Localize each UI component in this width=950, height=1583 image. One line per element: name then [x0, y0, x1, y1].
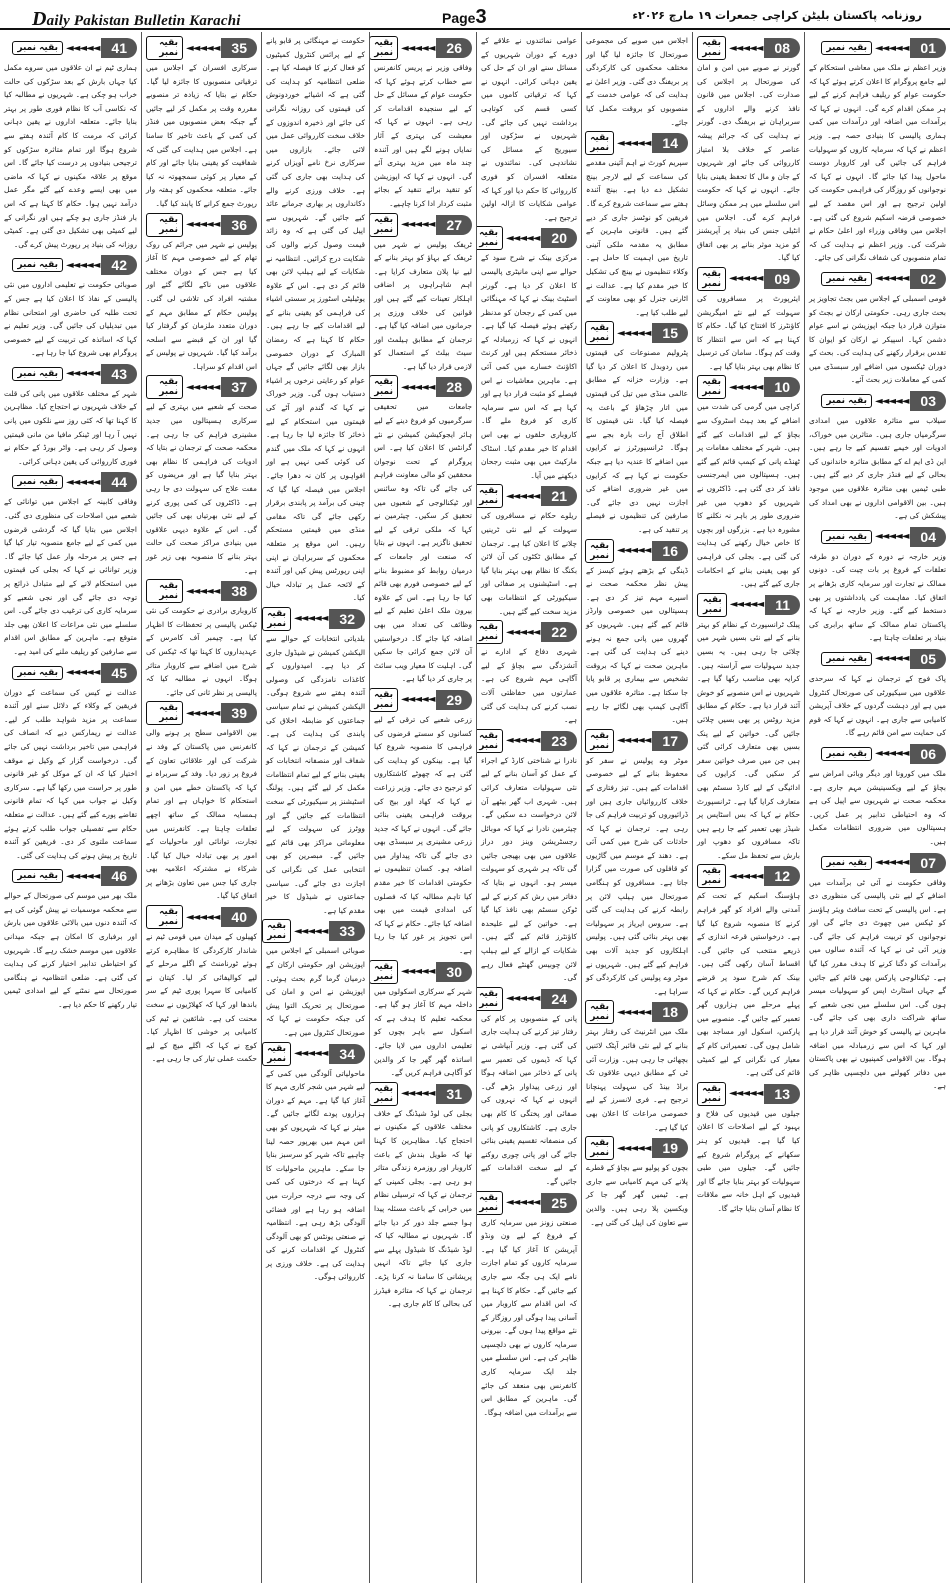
article-text: سیلاب سے متاثرہ علاقوں میں امدادی سرگرمیاں جاری ہیں۔ متاثرین میں خوراک، ادویات اور خیمے تقسیم کیے جا رہے ہیں۔ این ڈی ایم اے کے مطابق متاثرہ خاندانوں کی بحالی کے لیے فنڈز جاری کر دیے گئے ہیں۔ طبی ٹیمیں بھی متاثرہ علاقوں میں موجود ہیں۔ بین الاقوامی اداروں نے بھی امداد کی پیشکش کی ہے۔: [809, 416, 946, 521]
continuation-number: 46: [101, 866, 137, 886]
continuation-number: 26: [436, 38, 472, 58]
paper-initial: D: [32, 8, 47, 30]
continuation-number: 31: [436, 1084, 472, 1104]
arrow-icon: ◄◄◄◄◄: [874, 395, 909, 407]
arrow-icon: ◄◄◄◄◄: [505, 626, 540, 638]
continuation-marker: [809, 852, 946, 874]
continuation-tag: بقیہ نمبر: [262, 1042, 291, 1066]
continuation-number: 15: [652, 323, 688, 343]
arrow-icon: ◄◄◄◄◄: [65, 667, 100, 679]
arrow-icon: ◄◄◄◄◄: [874, 748, 909, 760]
article-text: ملک میں کورونا اور دیگر وبائی امراض سے بچاؤ کے لیے ویکسینیشن مہم جاری ہے۔ محکمہ صحت نے شہریوں سے اپیل کی ہے کہ وہ احتیاطی تدابیر پر عمل کریں۔ ہسپتالوں میں ضروری انتظامات مکمل ہیں۔: [809, 768, 946, 846]
page-number-digit: 3: [475, 6, 487, 28]
continuation-tag: بقیہ نمبر: [370, 375, 398, 399]
article-text: ٹریفک پولیس نے شہر میں ٹریفک کے بہاؤ کو بہتر بنانے کے لیے نیا پلان متعارف کرایا ہے۔ اہم شاہراہوں پر اضافی اہلکار تعینات کیے گئے ہیں اور قوانین کی خلاف ورزی پر جرمانوں میں اضافہ کیا گیا ہے۔ ترجمان کے مطابق ہیلمٹ اور سیٹ بیلٹ کے استعمال کو لازمی قرار دیا گیا ہے۔: [374, 239, 472, 371]
article-text: عدالت نے کیس کی سماعت کے دوران فریقین کے وکلاء کے دلائل سنے اور آئندہ سماعت پر مزید شواہد طلب کر لیے۔ عدالت نے ریمارکس دیے کہ انصاف کی فراہمی میں تاخیر برداشت نہیں کی جائے گی۔ درخواست گزار کے وکیل نے موقف اختیار کیا کہ ان کے موکل کو غیر قانونی طور پر حراست میں رکھا گیا ہے۔ سرکاری وکیل نے جواب میں کہا کہ تمام قانونی تقاضے پورے کیے گئے ہیں۔ عدالت نے متعلقہ حکام سے تفصیلی جواب طلب کرتے ہوئے سماعت ملتوی کر دی۔ فریقین کو آئندہ تاریخ پر پیش ہونے کی ہدایت کی گئی۔: [4, 687, 137, 860]
continuation-marker: [809, 37, 946, 59]
continuation-number: 03: [910, 391, 946, 411]
arrow-icon: ◄◄◄◄◄: [185, 707, 220, 719]
continuation-tag: بقیہ نمبر: [12, 475, 63, 489]
article-text: صحت کے شعبے میں بہتری کے لیے سرکاری ہسپتالوں میں جدید مشینری فراہم کی جا رہی ہے۔ محکمہ صحت کے ترجمان نے بتایا کہ ادویات کی فراہمی کا نظام بھی بہتر بنایا گیا ہے اور مریضوں کو مفت علاج کی سہولت دی جا رہی ہے۔ ڈاکٹروں کی کمی پوری کرنے کے لیے نئی بھرتیاں بھی کی جائیں گی۔ اس کے علاوہ دیہی علاقوں میں بنیادی مراکز صحت کی حالت بہتر بنانے کا منصوبہ بھی زیر غور ہے۔: [146, 402, 257, 575]
article-text: پٹرولیم مصنوعات کی قیمتوں میں ردوبدل کا اعلان کر دیا گیا ہے۔ وزارت خزانہ کے مطابق عالمی منڈی میں تیل کی قیمتوں میں اتار چڑھاؤ کے باعث یہ فیصلہ کیا گیا۔ نئی قیمتوں کا اطلاق آج رات بارہ بجے سے ہوگا۔ ٹرانسپورٹرز نے کرایوں میں اضافے کا عندیہ دیا ہے جبکہ حکومت نے کہا ہے کہ کرایوں میں غیر ضروری اضافے کی اجازت نہیں دی جائے گی۔ صارفین کی تنظیموں نے فیصلے پر تنقید کی ہے۔: [586, 348, 688, 534]
arrow-icon: ◄◄◄◄◄: [185, 42, 220, 54]
continuation-marker: [586, 1001, 688, 1023]
continuation-tag: بقیہ نمبر: [370, 1082, 398, 1106]
arrow-icon: ◄◄◄◄◄: [293, 1048, 328, 1060]
continuation-number: 21: [541, 486, 577, 506]
arrow-icon: ◄◄◄◄◄: [65, 42, 100, 54]
arrow-icon: ◄◄◄◄◄: [400, 966, 435, 978]
continuation-marker: [586, 730, 688, 752]
continuation-tag: بقیہ نمبر: [697, 593, 727, 617]
paper-name: [32, 8, 241, 31]
continuation-tag: بقیہ نمبر: [585, 1136, 614, 1160]
continuation-marker: [374, 961, 472, 983]
continuation-tag: بقیہ نمبر: [12, 869, 63, 883]
continuation-marker: [481, 988, 577, 1010]
continuation-tag: بقیہ نمبر: [821, 272, 872, 286]
continuation-number: 05: [910, 649, 946, 669]
continuation-tag: بقیہ نمبر: [697, 375, 726, 399]
article-text: جیلوں میں قیدیوں کی فلاح و بہبود کے لیے اصلاحات کا اعلان کیا گیا ہے۔ قیدیوں کو ہنر سکھانے کے پروگرام شروع کیے جائیں گے۔ جیلوں میں طبی سہولیات کو بہتر بنایا جائے گا اور قیدیوں کے اہل خانہ سے ملاقات کا نظام آسان بنایا جائے گا۔: [697, 1108, 800, 1213]
continuation-number: 02: [910, 269, 946, 289]
arrow-icon: ◄◄◄◄◄: [616, 1006, 651, 1018]
continuation-marker: [697, 268, 800, 290]
article-text: بین الاقوامی سطح پر ہونے والی کانفرنس میں پاکستان کے وفد نے شرکت کی اور علاقائی تعاون کے فروغ پر زور دیا۔ وفد کے سربراہ نے کہا کہ پاکستان خطے میں امن و استحکام کا خواہاں ہے اور تمام ہمسایہ ممالک کے ساتھ اچھے تعلقات چاہتا ہے۔ کانفرنس میں تجارت، توانائی اور ماحولیات کے امور پر بھی تبادلہ خیال کیا گیا۔ شرکاء نے مشترکہ اعلامیہ بھی جاری کیا جس میں تعاون بڑھانے پر اتفاق کیا گیا۔: [146, 728, 257, 901]
continuation-tag: بقیہ نمبر: [477, 729, 503, 753]
continuation-marker: [809, 526, 946, 548]
continuation-marker: [697, 594, 800, 616]
continuation-number: 30: [436, 962, 472, 982]
continuation-marker: [809, 648, 946, 670]
continuation-marker: [266, 1043, 365, 1065]
continuation-tag: بقیہ نمبر: [146, 579, 183, 603]
arrow-icon: ◄◄◄◄◄: [728, 1088, 763, 1100]
continuation-number: 43: [101, 364, 137, 384]
arrow-icon: ◄◄◄◄◄: [505, 232, 540, 244]
continuation-number: 45: [101, 663, 137, 683]
continuation-tag: بقیہ نمبر: [697, 864, 726, 888]
article-text: نادرا نے شناختی کارڈ کے اجراء کے عمل کو آسان بنانے کے لیے نئی سہولیات متعارف کرائی ہیں۔ شہری اب گھر بیٹھے آن لائن درخواست دے سکیں گے۔ چیئرمین نادرا نے کہا کہ موبائل رجسٹریشن وینز دور دراز علاقوں میں بھی بھیجی جائیں گی تاکہ ہر شہری کو سہولت میسر ہو۔ انہوں نے بتایا کہ دفاتر میں رش کم کرنے کے لیے ٹوکن سسٹم بھی نافذ کیا گیا ہے۔ خواتین کے لیے علیحدہ کاؤنٹرز قائم کیے گئے ہیں۔ شکایات کے ازالے کے لیے ہیلپ لائن چوبیس گھنٹے فعال رہے گی۔: [481, 755, 577, 983]
continuation-number: 32: [329, 609, 365, 629]
arrow-icon: ◄◄◄◄◄: [728, 381, 763, 393]
continuation-number: 12: [764, 866, 800, 886]
continuation-tag: بقیہ نمبر: [262, 607, 291, 631]
continuation-number: 24: [541, 989, 577, 1009]
continuation-tag: بقیہ نمبر: [12, 666, 63, 680]
continuation-tag: بقیہ نمبر: [697, 36, 726, 60]
arrow-icon: ◄◄◄◄◄: [729, 599, 764, 611]
continuation-number: 44: [101, 472, 137, 492]
continuation-number: 16: [652, 541, 688, 561]
continuation-marker: [146, 906, 257, 928]
article-text: ایئرپورٹ پر مسافروں کی سہولت کے لیے نئے امیگریشن کاؤنٹرز کا افتتاح کیا گیا۔ حکام کا کہنا ہے کہ اس سے انتظار کا وقت کم ہوگا۔ سامان کی ترسیل کا نظام بھی بہتر بنایا گیا ہے۔: [697, 293, 800, 371]
continuation-marker: [4, 363, 137, 385]
continuation-marker: [481, 730, 577, 752]
article-text: شہر کے سرکاری اسکولوں میں داخلہ مہم کا آغاز ہو گیا ہے۔ محکمہ تعلیم کا ہدف ہے کہ اسکول سے باہر بچوں کو تعلیمی اداروں میں لایا جائے۔ اساتذہ گھر گھر جا کر والدین کو آگاہی فراہم کریں گے۔: [374, 986, 472, 1078]
arrow-icon: ◄◄◄◄◄: [616, 327, 651, 339]
continuation-marker: [374, 1083, 472, 1105]
arrow-icon: ◄◄◄◄◄: [728, 42, 763, 54]
page-word: Page: [442, 10, 476, 26]
continuation-marker: [146, 214, 257, 236]
article-text: وفاقی حکومت نے آئی ٹی برآمدات میں اضافے کے لیے نئی پالیسی کی منظوری دی ہے۔ اس پالیسی کے تحت سافٹ ویئر ہاؤسز کو ٹیکس میں چھوٹ دی جائے گی اور نوجوانوں کو تربیت فراہم کی جائے گی۔ وزیر آئی ٹی نے کہا کہ آئندہ سالوں میں برآمدات کو دگنا کرنے کا ہدف مقرر کیا گیا ہے۔ ٹیکنالوجی پارکس بھی قائم کیے جائیں گے جہاں اسٹارٹ اپس کو سہولیات میسر ہوں گی۔ اس سلسلے میں نجی شعبے کے ساتھ شراکت داری بھی کی جائے گی۔ ماہرین نے پالیسی کو خوش آئند قرار دیا ہے اور کہا کہ اس سے زرمبادلہ میں اضافہ ہوگا۔ بین الاقوامی کمپنیوں نے بھی پاکستان میں دفاتر کھولنے میں دلچسپی ظاہر کی ہے۔: [809, 877, 946, 1091]
article-text: عوامی نمائندوں نے علاقے کے دورے کے دوران شہریوں کے مسائل سنے اور ان کے حل کی یقین دہانی کرائی۔ انہوں نے کہا کہ ترقیاتی کاموں میں کسی قسم کی کوتاہی برداشت نہیں کی جائے گی۔ شہریوں نے سڑکوں اور سیوریج کے مسائل کی نشاندہی کی۔ نمائندوں نے متعلقہ افسران کو فوری کارروائی کا حکم دیا اور کہا کہ عوامی شکایات کا ازالہ اولین ترجیح ہے۔: [481, 36, 577, 222]
continuation-tag: بقیہ نمبر: [585, 321, 614, 345]
news-column-3: [262, 32, 370, 1583]
continuation-tag: بقیہ نمبر: [477, 1191, 503, 1215]
continuation-tag: بقیہ نمبر: [146, 905, 183, 929]
continuation-number: 25: [541, 1193, 577, 1213]
continuation-number: 01: [910, 38, 946, 58]
continuation-number: 27: [436, 215, 472, 235]
continuation-marker: [809, 743, 946, 765]
arrow-icon: ◄◄◄◄◄: [65, 259, 100, 271]
arrow-icon: ◄◄◄◄◄: [400, 219, 435, 231]
continuation-number: 19: [652, 1138, 688, 1158]
article-text: مرکزی بینک نے شرح سود کے حوالے سے اپنی مانیٹری پالیسی کا اعلان کر دیا ہے۔ گورنر اسٹیٹ بینک نے کہا کہ مہنگائی میں کمی کے رجحان کو مدنظر رکھتے ہوئے فیصلہ کیا گیا ہے۔ انہوں نے کہا کہ زرمبادلہ کے ذخائر مستحکم ہیں اور کرنٹ اکاؤنٹ خسارے میں کمی آئی ہے۔ ماہرین معاشیات نے اس فیصلے کو مثبت قرار دیا ہے اور کہا ہے کہ اس سے سرمایہ کاری کو فروغ ملے گا۔ کاروباری حلقوں نے بھی اس اقدام کا خیر مقدم کیا۔ اسٹاک مارکیٹ میں بھی مثبت رجحان دیکھنے میں آیا۔: [481, 253, 577, 480]
continuation-tag: بقیہ نمبر: [12, 258, 63, 272]
continuation-number: 39: [221, 703, 257, 723]
article-text: کھیلوں کے میدان میں قومی ٹیم نے شاندار کارکردگی کا مظاہرہ کرتے ہوئے ٹورنامنٹ کے اگلے مرحلے کے لیے کوالیفائی کر لیا۔ کپتان نے کامیابی کا سہرا پوری ٹیم کے سر باندھا اور کہا کہ کھلاڑیوں نے سخت محنت کی ہے۔ شائقین نے ٹیم کی کامیابی پر خوشی کا اظہار کیا۔ کوچ نے کہا کہ اگلے میچ کے لیے حکمت عملی تیار کی جا رہی ہے۔: [146, 932, 257, 1064]
continuation-marker: [374, 214, 472, 236]
arrow-icon: ◄◄◄◄◄: [293, 925, 328, 937]
continuation-marker: [481, 1192, 577, 1214]
continuation-marker: [374, 37, 472, 59]
continuation-number: 29: [436, 690, 472, 710]
continuation-number: 22: [541, 622, 577, 642]
continuation-tag: بقیہ نمبر: [12, 367, 63, 381]
article-text: ہاؤسنگ اسکیم کے تحت کم آمدنی والے افراد کو گھر فراہم کرنے کا منصوبہ شروع کیا گیا ہے۔ درخواستیں قرعہ اندازی کے ذریعے منتخب کی جائیں گی۔ اقساط آسان رکھی گئی ہیں۔ بینک کم شرح سود پر قرضے فراہم کریں گے۔ حکام نے کہا کہ پہلے مرحلے میں ہزاروں گھر تعمیر کیے جائیں گے۔ منصوبے میں پارکس، اسکول اور مساجد بھی شامل ہوں گی۔ تعمیراتی کام کے معیار کی نگرانی کے لیے کمیٹی قائم کی گئی ہے۔: [697, 891, 800, 1078]
article-text: سپریم کورٹ نے اہم آئینی مقدمے کی سماعت کے لیے لارجر بینچ تشکیل دے دیا ہے۔ بینچ آئندہ ہفتے سے سماعت شروع کرے گا۔ فریقین کو نوٹسز جاری کر دیے گئے ہیں۔ قانونی ماہرین کے مطابق یہ مقدمہ ملکی آئینی تاریخ میں اہمیت کا حامل ہے۔ وکلاء تنظیموں نے بینچ کی تشکیل کا خیر مقدم کیا ہے۔ عدالت نے اٹارنی جنرل کو بھی معاونت کے لیے طلب کیا ہے۔: [586, 158, 688, 317]
arrow-icon: ◄◄◄◄◄: [616, 137, 651, 149]
page-number: [442, 6, 487, 29]
arrow-icon: ◄◄◄◄◄: [874, 531, 909, 543]
continuation-marker: [697, 1083, 800, 1105]
continuation-tag: بقیہ نمبر: [821, 394, 872, 408]
news-column-2: [142, 32, 262, 1583]
continuation-marker: [481, 621, 577, 643]
arrow-icon: ◄◄◄◄◄: [874, 857, 909, 868]
continuation-marker: [586, 322, 688, 344]
news-column-7: [693, 32, 805, 1583]
article-text: وفاقی کابینہ کے اجلاس میں توانائی کے شعبے میں اصلاحات کی منظوری دی گئی۔ اجلاس میں بتایا گیا کہ گردشی قرضوں میں کمی کے لیے جامع منصوبہ تیار کیا گیا ہے جس پر مرحلہ وار عمل کیا جائے گا۔ وزیر توانائی نے کہا کہ بجلی کی قیمتوں میں استحکام لانے کے لیے متبادل ذرائع پر توجہ دی جائے گی اور نجی شعبے کو سرمایہ کاری کی ترغیب دی جائے گی۔ اس سلسلے میں نئی مراعات کا اعلان بھی جلد متوقع ہے۔ ماہرین کے مطابق اس اقدام سے صارفین کو ریلیف ملنے کی امید ہے۔: [4, 497, 137, 656]
news-column-5: [477, 32, 582, 1583]
article-text: پبلک ٹرانسپورٹ کے نظام کو بہتر بنانے کے لیے نئی بسیں شہر میں چلائی جا رہی ہیں۔ یہ بسیں جدید سہولیات سے آراستہ ہیں۔ کرایہ بھی مناسب رکھا گیا ہے۔ شہریوں نے اس منصوبے کو خوش آئند قرار دیا ہے۔ حکام کے مطابق مزید روٹس پر بھی بسیں چلائی جائیں گی۔ خواتین کے لیے پنک بسیں بھی متعارف کرائی گئی ہیں جن میں صرف خواتین سفر کر سکیں گی۔ کرایوں کی ادائیگی کے لیے کارڈ سسٹم بھی متعارف کرایا گیا ہے۔ ٹرانسپورٹ حکام نے کہا کہ بس اسٹاپس پر شیڈز بھی تعمیر کیے جا رہے ہیں تاکہ مسافروں کو دھوپ اور بارش سے تحفظ مل سکے۔: [697, 619, 800, 860]
arrow-icon: ◄◄◄◄◄: [65, 476, 100, 488]
continuation-tag: بقیہ نمبر: [585, 1000, 614, 1024]
continuation-tag: بقیہ نمبر: [821, 747, 872, 761]
arrow-icon: ◄◄◄◄◄: [505, 993, 540, 1005]
article-text: ماحولیاتی آلودگی میں کمی کے لیے شہر میں شجر کاری مہم کا آغاز کیا گیا ہے۔ مہم کے دوران ہزاروں پودے لگائے جائیں گے۔ میئر نے کہا کہ شہریوں کو بھی اس مہم میں بھرپور حصہ لینا چاہیے تاکہ شہر کو سرسبز بنایا جا سکے۔ ماہرین ماحولیات کا کہنا ہے کہ درختوں کی کمی کی وجہ سے درجہ حرارت میں اضافہ ہو رہا ہے اور فضائی آلودگی بڑھ رہی ہے۔ انتظامیہ نے صنعتی یونٹس کو بھی آلودگی کنٹرول کے اقدامات کرنے کی ہدایت کی ہے۔ خلاف ورزی پر کارروائی ہوگی۔: [266, 1068, 365, 1282]
continuation-marker: [4, 865, 137, 887]
arrow-icon: ◄◄◄◄◄: [400, 1088, 435, 1100]
continuation-tag: بقیہ نمبر: [821, 41, 872, 55]
arrow-icon: ◄◄◄◄◄: [400, 694, 435, 706]
continuation-marker: [809, 390, 946, 412]
article-text: ملک بھر میں موسم کی صورتحال کے حوالے سے محکمہ موسمیات نے پیش گوئی کی ہے کہ آئندہ دنوں میں بالائی علاقوں میں بارش اور برفباری کا امکان ہے جبکہ میدانی علاقوں میں موسم خشک رہے گا۔ شہریوں کو احتیاطی تدابیر اختیار کرنے کی ہدایت کی گئی ہے۔ ضلعی انتظامیہ نے ہنگامی صورتحال سے نمٹنے کے لیے امدادی ٹیمیں تیار رکھنے کا حکم دیا ہے۔: [4, 891, 137, 1010]
continuation-marker: [697, 865, 800, 887]
continuation-marker: [146, 702, 257, 724]
continuation-tag: بقیہ نمبر: [697, 267, 726, 291]
arrow-icon: ◄◄◄◄◄: [400, 381, 435, 393]
continuation-marker: [146, 37, 257, 59]
article-text: بچوں کو پولیو سے بچاؤ کے قطرے پلانے کی مہم کامیابی سے جاری ہے۔ ٹیمیں گھر گھر جا کر ویکسین پلا رہی ہیں۔ والدین سے تعاون کی اپیل کی گئی ہے۔: [586, 1163, 688, 1227]
continuation-tag: بقیہ نمبر: [477, 987, 503, 1011]
news-column-1: [0, 32, 142, 1583]
continuation-tag: بقیہ نمبر: [370, 688, 398, 712]
continuation-number: 36: [221, 215, 257, 235]
continuation-marker: [481, 227, 577, 249]
continuation-number: 38: [221, 581, 257, 601]
continuation-number: 10: [764, 377, 800, 397]
continuation-tag: بقیہ نمبر: [821, 856, 872, 870]
continuation-marker: [146, 580, 257, 602]
article-text: حکومت نے مہنگائی پر قابو پانے کے لیے پرائس کنٹرول کمیٹیوں کو فعال کرنے کا فیصلہ کیا ہے۔ ضلعی انتظامیہ کو ہدایت کی گئی ہے کہ اشیائے خوردونوش کی قیمتوں کی روزانہ نگرانی کی جائے اور ذخیرہ اندوزوں کے خلاف سخت کارروائی عمل میں لائی جائے۔ بازاروں میں سرکاری نرخ نامے آویزاں کرنے کی ہدایت بھی جاری کی گئی ہے۔ خلاف ورزی کرنے والے دکانداروں پر بھاری جرمانے عائد کیے جائیں گے۔ شہریوں سے اپیل کی گئی ہے کہ وہ زائد قیمت وصول کرنے والوں کی شکایت درج کرائیں۔ انتظامیہ نے شکایات کے لیے ہیلپ لائن بھی قائم کر دی ہے۔ اس کے علاوہ یوٹیلیٹی اسٹورز پر سستی اشیاء کی فراہمی کو یقینی بنانے کے لیے اقدامات کیے جا رہے ہیں۔ حکام کا کہنا ہے کہ رمضان المبارک کے دوران خصوصی بازار بھی لگائے جائیں گے جہاں عوام کو رعایتی نرخوں پر اشیاء دستیاب ہوں گی۔ وزیر خوراک نے کہا کہ گندم اور آٹے کی قیمتوں میں استحکام کے لیے ذخائر کا جائزہ لیا جا رہا ہے۔ انہوں نے کہا کہ ملک میں گندم کی کوئی کمی نہیں ہے اور افواہوں پر کان نہ دھرا جائے۔ اجلاس میں فیصلہ کیا گیا کہ چینی کی برآمد پر پابندی برقرار رکھی جائے گی تاکہ مقامی منڈی میں قیمتیں مستحکم رہیں۔ اس موقع پر متعلقہ محکموں کے سربراہان نے اپنی اپنی رپورٹس پیش کیں اور آئندہ کے لائحہ عمل پر تبادلہ خیال کیا۔: [266, 36, 365, 603]
article-text: پولیس نے شہر میں جرائم کی روک تھام کے لیے خصوصی مہم کا آغاز کیا ہے جس کے دوران مختلف علاقوں میں ناکے لگائے گئے اور مشتبہ افراد کی تلاشی لی گئی۔ پولیس حکام کے مطابق مہم کے دوران متعدد ملزمان کو گرفتار کیا گیا اور ان کے قبضے سے اسلحہ برآمد کیا گیا۔ شہریوں نے پولیس کے اس اقدام کو سراہا۔: [146, 239, 257, 371]
article-text: ہماری ٹیم نے ان علاقوں میں سروے مکمل کیا جہاں بارش کے بعد سڑکوں کی حالت خراب ہو چکی ہے۔ شہریوں نے مطالبہ کیا کہ نکاسی آب کا نظام فوری طور پر بہتر بنایا جائے۔ متعلقہ اداروں نے یقین دہانی کرائی کہ مرمت کا کام آئندہ ہفتے سے شروع ہوگا اور تمام متاثرہ سڑکوں کو ترجیحی بنیادوں پر درست کیا جائے گا۔ اس موقع پر علاقہ مکینوں نے کہا کہ ماضی میں بھی ایسے وعدے کیے گئے مگر عمل درآمد نہیں ہوا۔ حکام کا کہنا ہے کہ اس بار فنڈز جاری ہو چکے ہیں اور نگرانی کے لیے کمیٹی بھی تشکیل دی گئی ہے۔ کمیٹی روزانہ کی بنیاد پر رپورٹ پیش کرے گی۔: [4, 63, 137, 249]
article-text: اجلاس میں صوبے کی مجموعی صورتحال کا جائزہ لیا گیا اور مختلف محکموں کی کارکردگی پر بریفنگ دی گئی۔ وزیر اعلیٰ نے ہدایت کی کہ عوامی خدمت کے منصوبوں کو بروقت مکمل کیا جائے۔: [586, 36, 688, 127]
continuation-number: 37: [221, 377, 257, 397]
article-text: بجلی کی لوڈ شیڈنگ کے خلاف مختلف علاقوں کے مکینوں نے احتجاج کیا۔ مظاہرین کا کہنا تھا کہ طویل بندش کے باعث کاروبار اور روزمرہ زندگی متاثر ہو رہی ہے۔ بجلی کمپنی کے ترجمان نے کہا کہ ترسیلی نظام میں خرابی کے باعث مسئلہ پیدا ہوا جسے جلد دور کر دیا جائے گا۔ شہریوں نے مطالبہ کیا کہ لوڈ شیڈنگ کا شیڈول پہلے سے جاری کیا جائے تاکہ انہیں پریشانی کا سامنا نہ کرنا پڑے۔ ترجمان نے کہا کہ متاثرہ فیڈرز کی بحالی کا کام جاری ہے۔: [374, 1108, 472, 1309]
continuation-marker: [4, 37, 137, 59]
article-text: شہر کے مختلف علاقوں میں پانی کی قلت کے خلاف شہریوں نے احتجاج کیا۔ مظاہرین کا کہنا تھا کہ کئی روز سے نلکوں میں پانی نہیں آ رہا اور ٹینکر مافیا من مانی قیمتیں وصول کر رہی ہے۔ واٹر بورڈ کے حکام نے فوری کارروائی کی یقین دہانی کرائی۔: [4, 388, 137, 466]
continuation-marker: [266, 608, 365, 630]
paper-name-rest: aily Pakistan Bulletin Karachi: [46, 13, 241, 29]
continuation-marker: [374, 689, 472, 711]
news-column-8: [805, 32, 950, 1583]
continuation-marker: [481, 485, 577, 507]
continuation-marker: [586, 540, 688, 562]
arrow-icon: ◄◄◄◄◄: [616, 545, 651, 557]
article-text: بلدیاتی انتخابات کے حوالے سے الیکشن کمیشن نے شیڈول جاری کر دیا ہے۔ امیدواروں کے کاغذات نامزدگی کی وصولی آئندہ ہفتے سے شروع ہوگی۔ الیکشن کمیشن نے تمام سیاسی جماعتوں کو ضابطہ اخلاق کی پابندی کی ہدایت کی ہے۔ کمیشن کے ترجمان نے کہا کہ شفاف اور منصفانہ انتخابات کو یقینی بنانے کے لیے تمام انتظامات مکمل کر لیے گئے ہیں۔ پولنگ اسٹیشنز پر سیکیورٹی کے سخت انتظامات کیے جائیں گے اور ووٹرز کی سہولت کے لیے معلوماتی مراکز بھی قائم کیے جائیں گے۔ مبصرین کو بھی انتخابی عمل کی نگرانی کی اجازت دی جائے گی۔ سیاسی جماعتوں نے شیڈول کا خیر مقدم کیا ہے۔: [266, 633, 365, 915]
arrow-icon: ◄◄◄◄◄: [65, 870, 100, 882]
continuation-tag: بقیہ نمبر: [370, 960, 398, 984]
continuation-number: 08: [764, 38, 800, 58]
article-text: جامعات میں تحقیقی سرگرمیوں کو فروغ دینے کے لیے ہائر ایجوکیشن کمیشن نے نئے گرانٹس کا اعلان کیا ہے۔ اس پروگرام کے تحت نوجوان محققین کو مالی معاونت فراہم کی جائے گی تاکہ وہ سائنس اور ٹیکنالوجی کے شعبوں میں تحقیق کر سکیں۔ چیئرمین نے کہا کہ ملکی ترقی کے لیے تحقیق ناگزیر ہے۔ انہوں نے بتایا کہ صنعت اور جامعات کے درمیان روابط کو مضبوط بنانے کے لیے خصوصی فورم بھی قائم کیا جا رہا ہے۔ اس کے علاوہ بیرون ملک اعلیٰ تعلیم کے لیے وظائف کی تعداد میں بھی اضافہ کیا جائے گا۔ درخواستیں آن لائن جمع کرائی جا سکیں گی۔ اہلیت کا معیار ویب سائٹ پر جاری کر دیا گیا ہے۔: [374, 402, 472, 684]
continuation-number: 33: [329, 921, 365, 941]
article-text: وزیر اعظم نے ملک میں معاشی استحکام کے لیے جامع پروگرام کا اعلان کرتے ہوئے کہا کہ حکومت عوام کو ریلیف فراہم کرنے کے لیے ہر ممکن اقدام کرے گی۔ انہوں نے کہا کہ برآمدات میں اضافہ اور درآمدات میں کمی ہماری پالیسی کا بنیادی حصہ ہے۔ وزیر اعظم نے کہا کہ سرمایہ کاروں کو سہولیات فراہم کی جائیں گی اور کاروبار دوست ماحول پیدا کیا جائے گا۔ انہوں نے کہا کہ نوجوانوں کو روزگار کی فراہمی حکومت کی اولین ترجیح ہے اور اس مقصد کے لیے خصوصی قرضہ اسکیم شروع کی گئی ہے۔ اجلاس میں وفاقی وزراء اور اعلیٰ حکام نے شرکت کی۔ وزیر اعظم نے ہدایت کی کہ تمام منصوبوں کی شفاف نگرانی کی جائے۔: [809, 63, 946, 263]
continuation-tag: بقیہ نمبر: [585, 539, 614, 563]
continuation-marker: [146, 376, 257, 398]
article-text: صوبائی حکومت نے تعلیمی اداروں میں نئی پالیسی کے نفاذ کا اعلان کیا ہے جس کے تحت طلبہ کی حاضری اور امتحانی نظام میں تبدیلیاں کی جائیں گی۔ وزیر تعلیم نے کہا کہ اساتذہ کی تربیت کے لیے خصوصی پروگرام بھی شروع کیا جا رہا ہے۔: [4, 280, 137, 358]
arrow-icon: ◄◄◄◄◄: [874, 42, 909, 54]
continuation-number: 14: [652, 133, 688, 153]
continuation-marker: [4, 254, 137, 276]
continuation-number: 09: [764, 269, 800, 289]
arrow-icon: ◄◄◄◄◄: [185, 381, 220, 393]
article-text: شہری دفاع کے ادارے نے آتشزدگی سے بچاؤ کے لیے آگاہی مہم شروع کی ہے۔ عمارتوں میں حفاظتی آلات نصب کرنے کی ہدایت کی گئی ہے۔: [481, 647, 577, 725]
continuation-marker: [4, 662, 137, 684]
continuation-marker: [697, 37, 800, 59]
arrow-icon: ◄◄◄◄◄: [505, 490, 540, 502]
continuation-number: 23: [541, 731, 577, 751]
article-text: کاروباری برادری نے حکومت کی نئی ٹیکس پالیسی پر تحفظات کا اظہار کیا ہے۔ چیمبر آف کامرس کے عہدیداروں کا کہنا تھا کہ ٹیکس کی شرح میں اضافے سے کاروبار متاثر ہوگا۔ انہوں نے مطالبہ کیا کہ پالیسی پر نظر ثانی کی جائے۔: [146, 606, 257, 697]
article-text: سرکاری افسران کے اجلاس میں ترقیاتی منصوبوں کا جائزہ لیا گیا۔ حکام نے بتایا کہ زیادہ تر منصوبے مقررہ وقت پر مکمل کر لیے جائیں گے جبکہ بعض منصوبوں میں فنڈز کی کمی کے باعث تاخیر کا سامنا ہے۔ اجلاس میں ہدایت کی گئی کہ شفافیت کو یقینی بنایا جائے اور کام کے معیار پر کوئی سمجھوتہ نہ کیا جائے۔ متعلقہ محکموں کو ہفتہ وار رپورٹ جمع کرانے کا پابند کیا گیا۔: [146, 63, 257, 208]
continuation-number: 42: [101, 255, 137, 275]
article-text: ریلوے حکام نے مسافروں کی سہولت کے لیے نئی ٹرینیں چلانے کا اعلان کیا ہے۔ ترجمان کے مطابق ٹکٹوں کی آن لائن بکنگ کا نظام بھی بہتر بنایا گیا ہے۔ اسٹیشنوں پر صفائی اور سیکیورٹی کے انتظامات بھی مزید سخت کیے گئے ہیں۔: [481, 511, 577, 616]
continuation-number: 41: [101, 38, 137, 58]
continuation-tag: بقیہ نمبر: [146, 36, 183, 60]
arrow-icon: ◄◄◄◄◄: [874, 273, 909, 285]
continuation-number: 13: [764, 1084, 800, 1104]
arrow-icon: ◄◄◄◄◄: [728, 870, 763, 882]
urdu-title-date: روزنامہ پاکستان بلیٹن کراچی جمعرات ۱۹ مارچ ۲۰۲۶ء: [632, 9, 922, 22]
continuation-marker: [586, 1137, 688, 1159]
continuation-tag: بقیہ نمبر: [146, 375, 183, 399]
article-text: پانی کے منصوبوں پر کام کی رفتار تیز کرنے کی ہدایت جاری کی گئی ہے۔ وزیر آبپاشی نے کہا کہ ڈیموں کی تعمیر سے پانی کے ذخائر میں اضافہ ہوگا اور زرعی پیداوار بڑھے گی۔ انہوں نے کہا کہ نہروں کی صفائی اور پختگی کا کام بھی جاری ہے۔ کاشتکاروں کو پانی کی منصفانہ تقسیم یقینی بنائی جائے گی اور پانی چوری روکنے کے لیے سخت اقدامات کیے جائیں گے۔: [481, 1013, 577, 1186]
arrow-icon: ◄◄◄◄◄: [185, 911, 220, 923]
continuation-marker: [4, 471, 137, 493]
article-text: صنعتی زونز میں سرمایہ کاری کے فروغ کے لیے ون ونڈو آپریشن کا آغاز کیا گیا ہے۔ سرمایہ کاروں کو تمام اجازت نامے ایک ہی جگہ سے جاری کیے جائیں گے۔ حکام کا کہنا ہے کہ اس اقدام سے کاروبار میں آسانی پیدا ہوگی اور روزگار کے نئے مواقع پیدا ہوں گے۔ بیرونی سرمایہ کاروں نے بھی دلچسپی ظاہر کی ہے۔ اس سلسلے میں جلد ایک سرمایہ کاری کانفرنس بھی منعقد کی جائے گی۔ ماہرین کے مطابق اس سے برآمدات میں اضافہ ہوگا۔: [481, 1217, 577, 1417]
continuation-marker: [697, 376, 800, 398]
arrow-icon: ◄◄◄◄◄: [185, 585, 220, 597]
continuation-marker: [266, 920, 365, 942]
continuation-number: 40: [221, 907, 257, 927]
article-text: ڈینگی کے بڑھتے ہوئے کیسز کے پیش نظر محکمہ صحت نے اسپرے مہم تیز کر دی ہے۔ ہسپتالوں میں خصوصی وارڈز قائم کیے گئے ہیں۔ شہریوں کو گھروں میں پانی جمع نہ ہونے دینے کی ہدایت کی گئی ہے۔ ماہرین صحت نے کہا کہ بروقت تشخیص سے بیماری پر قابو پایا جا سکتا ہے۔ متاثرہ علاقوں میں آگاہی کیمپ بھی لگائے جا رہے ہیں۔: [586, 565, 688, 725]
continuation-tag: بقیہ نمبر: [477, 620, 503, 644]
continuation-number: 04: [910, 527, 946, 547]
continuation-tag: بقیہ نمبر: [585, 131, 614, 155]
continuation-number: 20: [541, 228, 577, 248]
continuation-tag: بقیہ نمبر: [821, 530, 872, 544]
continuation-marker: [809, 268, 946, 290]
continuation-tag: بقیہ نمبر: [477, 226, 503, 250]
continuation-marker: [586, 132, 688, 154]
continuation-number: 17: [652, 731, 688, 751]
arrow-icon: ◄◄◄◄◄: [616, 1142, 651, 1154]
masthead: [0, 0, 950, 30]
arrow-icon: ◄◄◄◄◄: [65, 368, 100, 380]
continuation-tag: بقیہ نمبر: [697, 1082, 726, 1106]
continuation-tag: بقیہ نمبر: [370, 213, 398, 237]
article-text: ملک میں انٹرنیٹ کی رفتار بہتر بنانے کے لیے نئی فائبر آپٹک لائنیں بچھائی جا رہی ہیں۔ وزارت آئی ٹی کے مطابق دیہی علاقوں تک براڈ بینڈ کی سہولت پہنچانا ترجیح ہے۔ فری لانسرز کے لیے خصوصی مراعات کا اعلان بھی کیا گیا ہے۔: [586, 1027, 688, 1132]
continuation-tag: بقیہ نمبر: [12, 41, 63, 55]
article-text: کراچی میں گرمی کی شدت میں اضافے کے بعد ہیٹ اسٹروک سے بچاؤ کے لیے اقدامات کیے گئے ہیں۔ شہر کے مختلف مقامات پر ٹھنڈے پانی کے کیمپ قائم کیے گئے ہیں۔ ہسپتالوں میں ایمرجنسی نافذ کر دی گئی ہے۔ ڈاکٹروں نے شہریوں کو دھوپ میں غیر ضروری طور پر باہر نہ نکلنے کا مشورہ دیا ہے۔ بزرگوں اور بچوں کا خاص خیال رکھنے کی ہدایت کی گئی ہے۔ بجلی کی فراہمی کو بھی یقینی بنانے کے احکامات جاری کیے گئے ہیں۔: [697, 402, 800, 589]
continuation-number: 34: [329, 1044, 365, 1064]
continuation-tag: بقیہ نمبر: [821, 652, 872, 666]
article-text: صوبائی اسمبلی کے اجلاس میں اپوزیشن اور حکومتی ارکان کے درمیان گرما گرم بحث ہوئی۔ اپوزیشن نے امن و امان کی صورتحال پر تحریک التوا پیش کی جبکہ حکومت نے کہا کہ صورتحال کنٹرول میں ہے۔: [266, 946, 365, 1037]
arrow-icon: ◄◄◄◄◄: [505, 1197, 540, 1209]
article-text: پاک فوج کے ترجمان نے کہا کہ سرحدی علاقوں میں سیکیورٹی کی صورتحال کنٹرول میں ہے اور دہشت گردوں کے خلاف آپریشن کامیابی سے جاری ہے۔ انہوں نے کہا کہ قوم کی حمایت سے امن قائم رہے گا۔: [809, 673, 946, 738]
arrow-icon: ◄◄◄◄◄: [616, 735, 651, 747]
arrow-icon: ◄◄◄◄◄: [728, 273, 763, 285]
article-text: وفاقی وزیر نے پریس کانفرنس سے خطاب کرتے ہوئے کہا کہ حکومت عوام کے مسائل کے حل کے لیے سنجیدہ اقدامات کر رہی ہے۔ انہوں نے کہا کہ معیشت کی بہتری کے آثار نمایاں ہونے لگے ہیں اور آئندہ چند ماہ میں مزید بہتری آئے گی۔ انہوں نے کہا کہ اپوزیشن کو تنقید برائے تنقید کے بجائے مثبت کردار ادا کرنا چاہیے۔: [374, 63, 472, 208]
continuation-number: 18: [652, 1002, 688, 1022]
article-text: وزیر خارجہ نے دورہ کے دوران دو طرفہ تعلقات کے فروغ پر بات چیت کی۔ دونوں ممالک نے تجارت اور سرمایہ کاری بڑھانے پر اتفاق کیا۔ مفاہمت کی یادداشتوں پر بھی دستخط کیے گئے۔ وزیر خارجہ نے کہا کہ پاکستان تمام ممالک کے ساتھ برابری کی بنیاد پر تعلقات چاہتا ہے۔: [809, 551, 946, 643]
arrow-icon: ◄◄◄◄◄: [400, 42, 435, 54]
article-text: زرعی شعبے کی ترقی کے لیے کسانوں کو سستے قرضوں کی فراہمی کا منصوبہ شروع کیا گیا ہے۔ بینکوں کو ہدایت کی گئی ہے کہ چھوٹے کاشتکاروں کو ترجیح دی جائے۔ وزیر زراعت نے کہا کہ کھاد اور بیج کی بروقت فراہمی یقینی بنائی جائے گی۔ انہوں نے کہا کہ جدید زرعی مشینری پر سبسڈی بھی دی جائے گی تاکہ پیداوار میں اضافہ ہو۔ کسان تنظیموں نے حکومتی اقدامات کا خیر مقدم کیا تاہم مطالبہ کیا کہ فصلوں کی امدادی قیمت میں بھی اضافہ کیا جائے۔ حکام نے کہا کہ اس تجویز پر غور کیا جا رہا ہے۔: [374, 714, 472, 956]
continuation-tag: بقیہ نمبر: [146, 701, 183, 725]
continuation-tag: بقیہ نمبر: [262, 919, 291, 943]
news-columns: [0, 32, 950, 1583]
continuation-tag: بقیہ نمبر: [585, 729, 614, 753]
news-column-6: [582, 32, 693, 1583]
article-text: موٹر وے پولیس نے سفر کو محفوظ بنانے کے لیے خصوصی اقدامات کیے ہیں۔ تیز رفتاری کے خلاف کارروائیاں جاری ہیں اور ڈرائیوروں کو تربیت فراہم کی جا رہی ہے۔ ترجمان نے کہا کہ حادثات کی شرح میں کمی آئی ہے۔ دھند کے موسم میں گاڑیوں کو قافلوں کی صورت میں گزارا جاتا ہے۔ مسافروں کو ہنگامی صورتحال میں ہیلپ لائن پر رابطہ کرنے کی ہدایت کی گئی ہے۔ سروس ایریاز پر سہولیات بھی بہتر بنائی گئی ہیں۔ پولیس اہلکاروں کو جدید آلات بھی فراہم کیے گئے ہیں۔ شہریوں نے موٹر وے پولیس کی کارکردگی کو سراہا ہے۔: [586, 755, 688, 996]
continuation-tag: بقیہ نمبر: [370, 36, 398, 60]
continuation-number: 11: [765, 595, 800, 615]
arrow-icon: ◄◄◄◄◄: [505, 735, 540, 747]
continuation-number: 07: [910, 853, 946, 873]
continuation-marker: [374, 376, 472, 398]
arrow-icon: ◄◄◄◄◄: [874, 653, 909, 665]
arrow-icon: ◄◄◄◄◄: [185, 219, 220, 231]
continuation-number: 28: [436, 377, 472, 397]
arrow-icon: ◄◄◄◄◄: [293, 613, 328, 625]
continuation-number: 06: [910, 744, 946, 764]
article-text: گورنر نے صوبے میں امن و امان کی صورتحال پر اجلاس کی صدارت کی۔ اجلاس میں قانون نافذ کرنے والے اداروں کے سربراہان نے بریفنگ دی۔ گورنر نے ہدایت کی کہ جرائم پیشہ عناصر کے خلاف بلا امتیاز کارروائی کی جائے اور شہریوں کے جان و مال کا تحفظ یقینی بنایا جائے۔ انہوں نے کہا کہ حکومت اس سلسلے میں ہر ممکن وسائل فراہم کرے گی۔ اجلاس میں انٹیلی جنس کی بنیاد پر آپریشنز کو مزید موثر بنانے پر بھی اتفاق کیا گیا۔: [697, 63, 800, 263]
news-column-4: [370, 32, 477, 1583]
continuation-tag: بقیہ نمبر: [146, 213, 183, 237]
continuation-number: 35: [221, 38, 257, 58]
continuation-tag: بقیہ نمبر: [477, 484, 503, 508]
article-text: قومی اسمبلی کے اجلاس میں بجٹ تجاویز پر بحث جاری رہی۔ حکومتی ارکان نے بجٹ کو متوازن قرار دیا جبکہ اپوزیشن نے اسے عوام دشمن کہا۔ اسپیکر نے ارکان کو ایوان کا تقدس برقرار رکھنے کی ہدایت کی۔ بحث کے دوران ٹیکسوں میں اضافے اور سبسڈی میں کمی کے معاملات زیر بحث آئے۔: [809, 293, 946, 385]
